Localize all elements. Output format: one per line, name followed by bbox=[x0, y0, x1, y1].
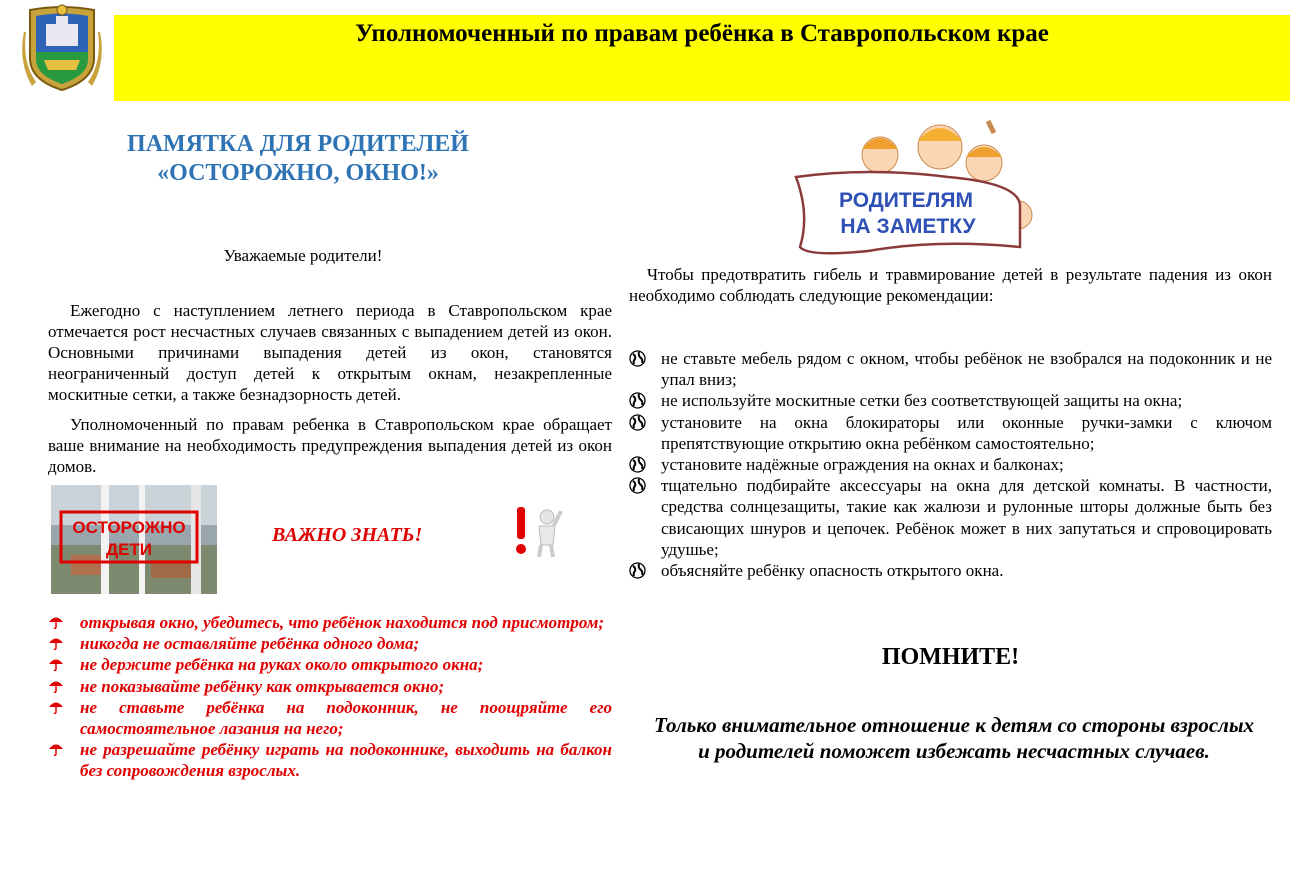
recommendation-text: установите надёжные ограждения на окнах и балконах; bbox=[661, 455, 1064, 475]
paragraph-statistics: Ежегодно с наступлением летнего периода в Ставропольском крае отмечается рост несчастных случаев связанных с выпадением детей из окон. Основными причинами выпадения детей из окон, становятся неограниченный доступ детей к открытым окнам, незакрепленные москитные сетки, а также безнадзорность детей. bbox=[48, 301, 612, 404]
recommendation-text: тщательно подбирайте аксессуары на окна для детской комнаты. В частности, средства солнцезащиты, такие как жалюзи и рулонные шторы должные быть без свисающих шнуров и цепочек. Ребёнок может в них запутаться и спровоцировать удушье; bbox=[661, 476, 1272, 559]
rule-text: не разрешайте ребёнку играть на подоконнике, выходить на балкон без сопровождения взрослых. bbox=[80, 740, 612, 781]
rule-item bbox=[48, 633, 612, 654]
closing-line2: и родителей поможет избежать несчастных случаев. bbox=[698, 739, 1210, 763]
warning-sign-line1: ОСТОРОЖНО bbox=[72, 518, 186, 537]
safety-rules-list bbox=[48, 612, 612, 782]
globe-bullet-icon bbox=[629, 350, 646, 367]
rule-item bbox=[48, 697, 612, 739]
globe-bullet-icon bbox=[629, 392, 646, 409]
rule-text: не держите ребёнка на руках около открытого окна; bbox=[80, 655, 484, 675]
recommendation-item bbox=[629, 412, 1272, 454]
rule-text: открывая окно, убедитесь, что ребёнок находится под присмотром; bbox=[80, 613, 605, 632]
rule-text: никогда не оставляйте ребёнка одного дома; bbox=[80, 634, 420, 654]
globe-bullet-icon bbox=[629, 414, 646, 431]
coat-of-arms-logo bbox=[22, 2, 102, 94]
rule-item bbox=[48, 612, 612, 633]
umbrella-bullet-icon bbox=[48, 636, 64, 650]
rule-text: не показывайте ребёнку как открывается окно; bbox=[80, 676, 445, 696]
recommendations-intro: Чтобы предотвратить гибель и травмирование детей в результате падения из окон необходимо соблюдать следующие рекомендации: bbox=[629, 265, 1272, 305]
closing-statement bbox=[629, 712, 1279, 764]
umbrella-bullet-icon bbox=[48, 742, 64, 756]
greeting: Уважаемые родители! bbox=[223, 246, 383, 265]
kids-banner-line2: НА ЗАМЕТКУ bbox=[840, 215, 976, 238]
parents-note-illustration bbox=[788, 115, 1040, 260]
memo-title-line2: «ОСТОРОЖНО, ОКНО!» bbox=[157, 160, 439, 186]
remember-heading: ПОМНИТЕ! bbox=[881, 644, 1020, 670]
rule-text: не ставьте ребёнка на подоконник, не поощряйте его самостоятельное лазания на него; bbox=[80, 697, 612, 739]
header-title: Уполномоченный по правам ребёнка в Ставропольском крае bbox=[355, 20, 1049, 47]
umbrella-bullet-icon bbox=[48, 657, 64, 671]
rule-item bbox=[48, 676, 612, 697]
important-label: ВАЖНО ЗНАТЬ! bbox=[272, 524, 423, 546]
recommendation-item bbox=[629, 390, 1272, 411]
rule-item bbox=[48, 739, 612, 781]
kids-banner-line1: РОДИТЕЛЯМ bbox=[839, 189, 973, 212]
umbrella-bullet-icon bbox=[48, 700, 64, 714]
header-banner bbox=[114, 15, 1290, 101]
recommendation-item bbox=[629, 348, 1272, 390]
closing-line1: Только внимательное отношение к детям со стороны взрослых bbox=[653, 713, 1255, 737]
globe-bullet-icon bbox=[629, 456, 646, 473]
memo-title bbox=[48, 130, 548, 188]
umbrella-bullet-icon bbox=[48, 679, 64, 693]
globe-bullet-icon bbox=[629, 477, 646, 494]
recommendation-text: не ставьте мебель рядом с окном, чтобы ребёнок не взобрался на подоконник и не упал вниз; bbox=[661, 349, 1272, 390]
umbrella-bullet-icon bbox=[48, 615, 64, 629]
recommendation-text: установите на окна блокираторы или оконные ручки-замки с ключом препятствующие открытию окна ребёнком самостоятельно; bbox=[661, 412, 1272, 453]
globe-bullet-icon bbox=[629, 562, 646, 579]
exclamation-figure-icon bbox=[489, 499, 589, 559]
recommendation-item bbox=[629, 454, 1272, 475]
recommendation-item bbox=[629, 475, 1272, 560]
recommendation-item bbox=[629, 560, 1272, 581]
recommendations-list bbox=[629, 348, 1272, 581]
memo-title-line1: ПАМЯТКА ДЛЯ РОДИТЕЛЕЙ bbox=[127, 131, 469, 157]
paragraph-ombudsman: Уполномоченный по правам ребенка в Ставропольском крае обращает ваше внимание на необходимость предупреждения выпадения детей из окон домов. bbox=[48, 415, 612, 476]
warning-sign-line2: ДЕТИ bbox=[105, 540, 153, 559]
recommendation-text: объясняйте ребёнку опасность открытого окна. bbox=[661, 561, 1004, 581]
recommendation-text: не используйте москитные сетки без соответствующей защиты на окна; bbox=[661, 391, 1183, 411]
warning-window-photo bbox=[51, 485, 217, 594]
rule-item bbox=[48, 654, 612, 675]
